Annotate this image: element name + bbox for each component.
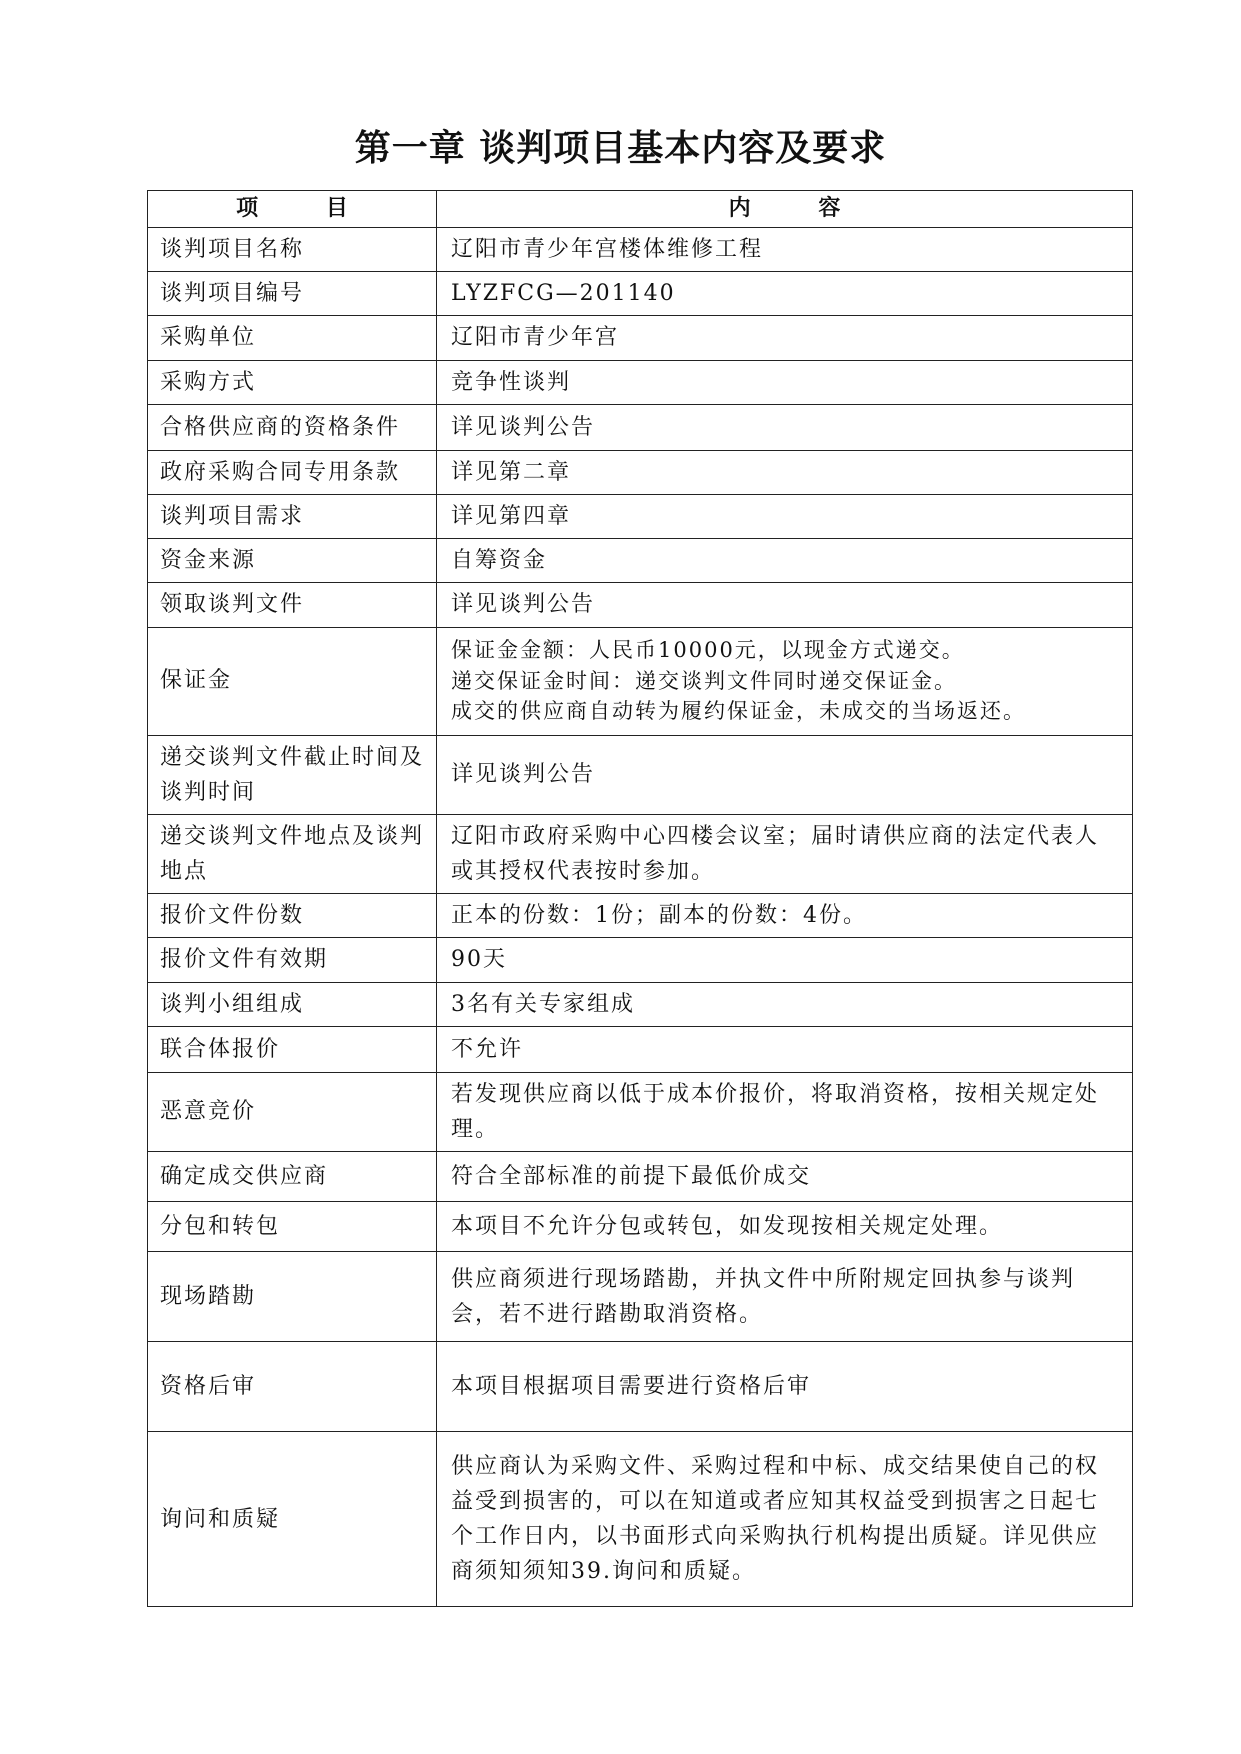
row-value: 不允许	[437, 1026, 1133, 1072]
table-row	[148, 1152, 1133, 1202]
row-value: 正本的份数：1份；副本的份数：4份。	[437, 894, 1133, 938]
table-row	[148, 1432, 1133, 1607]
table-header-row	[148, 191, 1133, 228]
row-value: 详见第二章	[437, 450, 1133, 494]
row-value: 详见第四章	[437, 494, 1133, 538]
requirements-table	[147, 190, 1133, 1607]
row-label: 确定成交供应商	[148, 1152, 437, 1202]
row-label: 分包和转包	[148, 1202, 437, 1252]
row-label: 询问和质疑	[148, 1432, 437, 1607]
row-value: 供应商认为采购文件、采购过程和中标、成交结果使自己的权益受到损害的，可以在知道或者应知其权益受到损害之日起七个工作日内，以书面形式向采购执行机构提出质疑。详见供应商须知须知39.询问和质疑。	[437, 1432, 1133, 1607]
row-label: 谈判项目名称	[148, 228, 437, 272]
row-value: 本项目不允许分包或转包，如发现按相关规定处理。	[437, 1202, 1133, 1252]
row-value: 详见谈判公告	[437, 404, 1133, 450]
row-value: 本项目根据项目需要进行资格后审	[437, 1342, 1133, 1432]
table-row	[148, 228, 1133, 272]
row-value: 辽阳市青少年宫	[437, 316, 1133, 360]
table-row	[148, 450, 1133, 494]
table-row	[148, 627, 1133, 735]
row-label: 报价文件份数	[148, 894, 437, 938]
row-label: 报价文件有效期	[148, 938, 437, 982]
row-value: 90天	[437, 938, 1133, 982]
row-value: 自筹资金	[437, 539, 1133, 583]
row-value: 竞争性谈判	[437, 360, 1133, 404]
table-row	[148, 1026, 1133, 1072]
table-row	[148, 494, 1133, 538]
row-label: 资金来源	[148, 539, 437, 583]
row-label: 合格供应商的资格条件	[148, 404, 437, 450]
page-title: 第一章 谈判项目基本内容及要求	[354, 127, 887, 169]
table-row	[148, 894, 1133, 938]
row-label: 谈判小组组成	[148, 982, 437, 1026]
header-content: 内 容	[437, 191, 1133, 228]
table-row	[148, 583, 1133, 627]
row-value: 若发现供应商以低于成本价报价，将取消资格，按相关规定处理。	[437, 1072, 1133, 1151]
row-label: 现场踏勘	[148, 1252, 437, 1342]
table-row	[148, 539, 1133, 583]
table-row	[148, 316, 1133, 360]
row-value: 3名有关专家组成	[437, 982, 1133, 1026]
table-row	[148, 814, 1133, 893]
row-value: 详见谈判公告	[437, 735, 1133, 814]
row-label: 采购单位	[148, 316, 437, 360]
row-label: 谈判项目编号	[148, 272, 437, 316]
row-value: LYZFCG—201140	[437, 272, 1133, 316]
row-label: 领取谈判文件	[148, 583, 437, 627]
table-row	[148, 735, 1133, 814]
row-label: 联合体报价	[148, 1026, 437, 1072]
header-item: 项 目	[148, 191, 437, 228]
table-row	[148, 360, 1133, 404]
row-value: 符合全部标准的前提下最低价成交	[437, 1152, 1133, 1202]
table-row	[148, 404, 1133, 450]
row-label: 递交谈判文件地点及谈判地点	[148, 814, 437, 893]
row-label: 政府采购合同专用条款	[148, 450, 437, 494]
row-label: 谈判项目需求	[148, 494, 437, 538]
row-label: 恶意竞价	[148, 1072, 437, 1151]
row-label: 递交谈判文件截止时间及谈判时间	[148, 735, 437, 814]
table-row	[148, 272, 1133, 316]
row-label: 资格后审	[148, 1342, 437, 1432]
table-row	[148, 938, 1133, 982]
row-value: 供应商须进行现场踏勘，并执文件中所附规定回执参与谈判会，若不进行踏勘取消资格。	[437, 1252, 1133, 1342]
table-row	[148, 1342, 1133, 1432]
row-label: 采购方式	[148, 360, 437, 404]
row-value: 详见谈判公告	[437, 583, 1133, 627]
table-row	[148, 982, 1133, 1026]
row-value: 保证金金额：人民币10000元，以现金方式递交。 递交保证金时间：递交谈判文件同时递交保证金。 成交的供应商自动转为履约保证金，未成交的当场返还。	[437, 627, 1133, 735]
table-row	[148, 1072, 1133, 1151]
row-value: 辽阳市政府采购中心四楼会议室；届时请供应商的法定代表人或其授权代表按时参加。	[437, 814, 1133, 893]
table-row	[148, 1252, 1133, 1342]
table-row	[148, 1202, 1133, 1252]
row-label: 保证金	[148, 627, 437, 735]
row-value: 辽阳市青少年宫楼体维修工程	[437, 228, 1133, 272]
